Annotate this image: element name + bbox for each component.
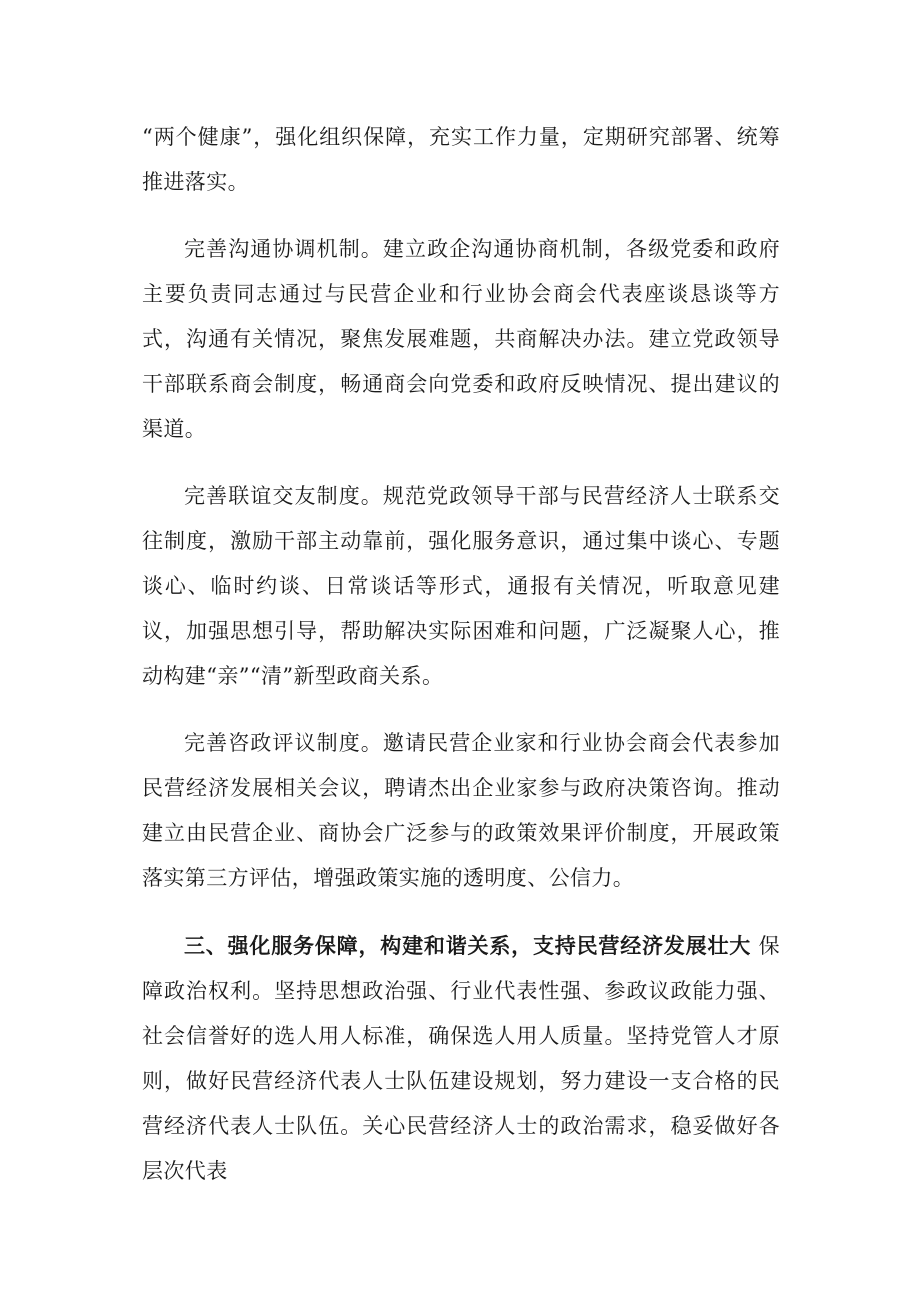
paragraph-text: “两个健康”，强化组织保障，充实工作力量，定期研究部署、统筹推进落实。 — [142, 125, 780, 194]
paragraph-continuation — [142, 115, 780, 205]
paragraph-consultation-system — [142, 721, 780, 901]
paragraph-text: 完善联谊交友制度。规范党政领导干部与民营经济人士联系交往制度，激励干部主动靠前，强化服务意识，通过集中谈心、专题谈心、临时约谈、日常谈话等形式，通报有关情况，听取意见建议，加强思想引导，帮助解决实际困难和问题，广泛凝聚人心，推动构建“亲”“清”新型政商关系。 — [142, 484, 780, 688]
paragraph-section-three — [142, 923, 780, 1194]
paragraph-text: 完善咨政评议制度。邀请民营企业家和行业协会商会代表参加民营经济发展相关会议，聘请杰出企业家参与政府决策咨询。推动建立由民营企业、商协会广泛参与的政策效果评价制度，开展政策落实第三方评估，增强政策实施的透明度、公信力。 — [142, 731, 780, 890]
section-heading: 三、强化服务保障，构建和谐关系，支持民营经济发展壮大 — [184, 933, 752, 958]
paragraph-communication-mechanism — [142, 227, 780, 452]
document-body — [142, 115, 780, 1194]
paragraph-friendship-system — [142, 474, 780, 699]
paragraph-text: 保障政治权利。坚持思想政治强、行业代表性强、参政议政能力强、社会信誉好的选人用人标准，确保选人用人质量。坚持党管人才原则，做好民营经济代表人士队伍建设规划，努力建设一支合格的民营经济代表人士队伍。关心民营经济人士的政治需求，稳妥做好各层次代表 — [142, 934, 780, 1183]
paragraph-text: 完善沟通协调机制。建立政企沟通协商机制，各级党委和政府主要负责同志通过与民营企业和行业协会商会代表座谈恳谈等方式，沟通有关情况，聚焦发展难题，共商解决办法。建立党政领导干部联系商会制度，畅通商会向党委和政府反映情况、提出建议的渠道。 — [142, 237, 780, 441]
